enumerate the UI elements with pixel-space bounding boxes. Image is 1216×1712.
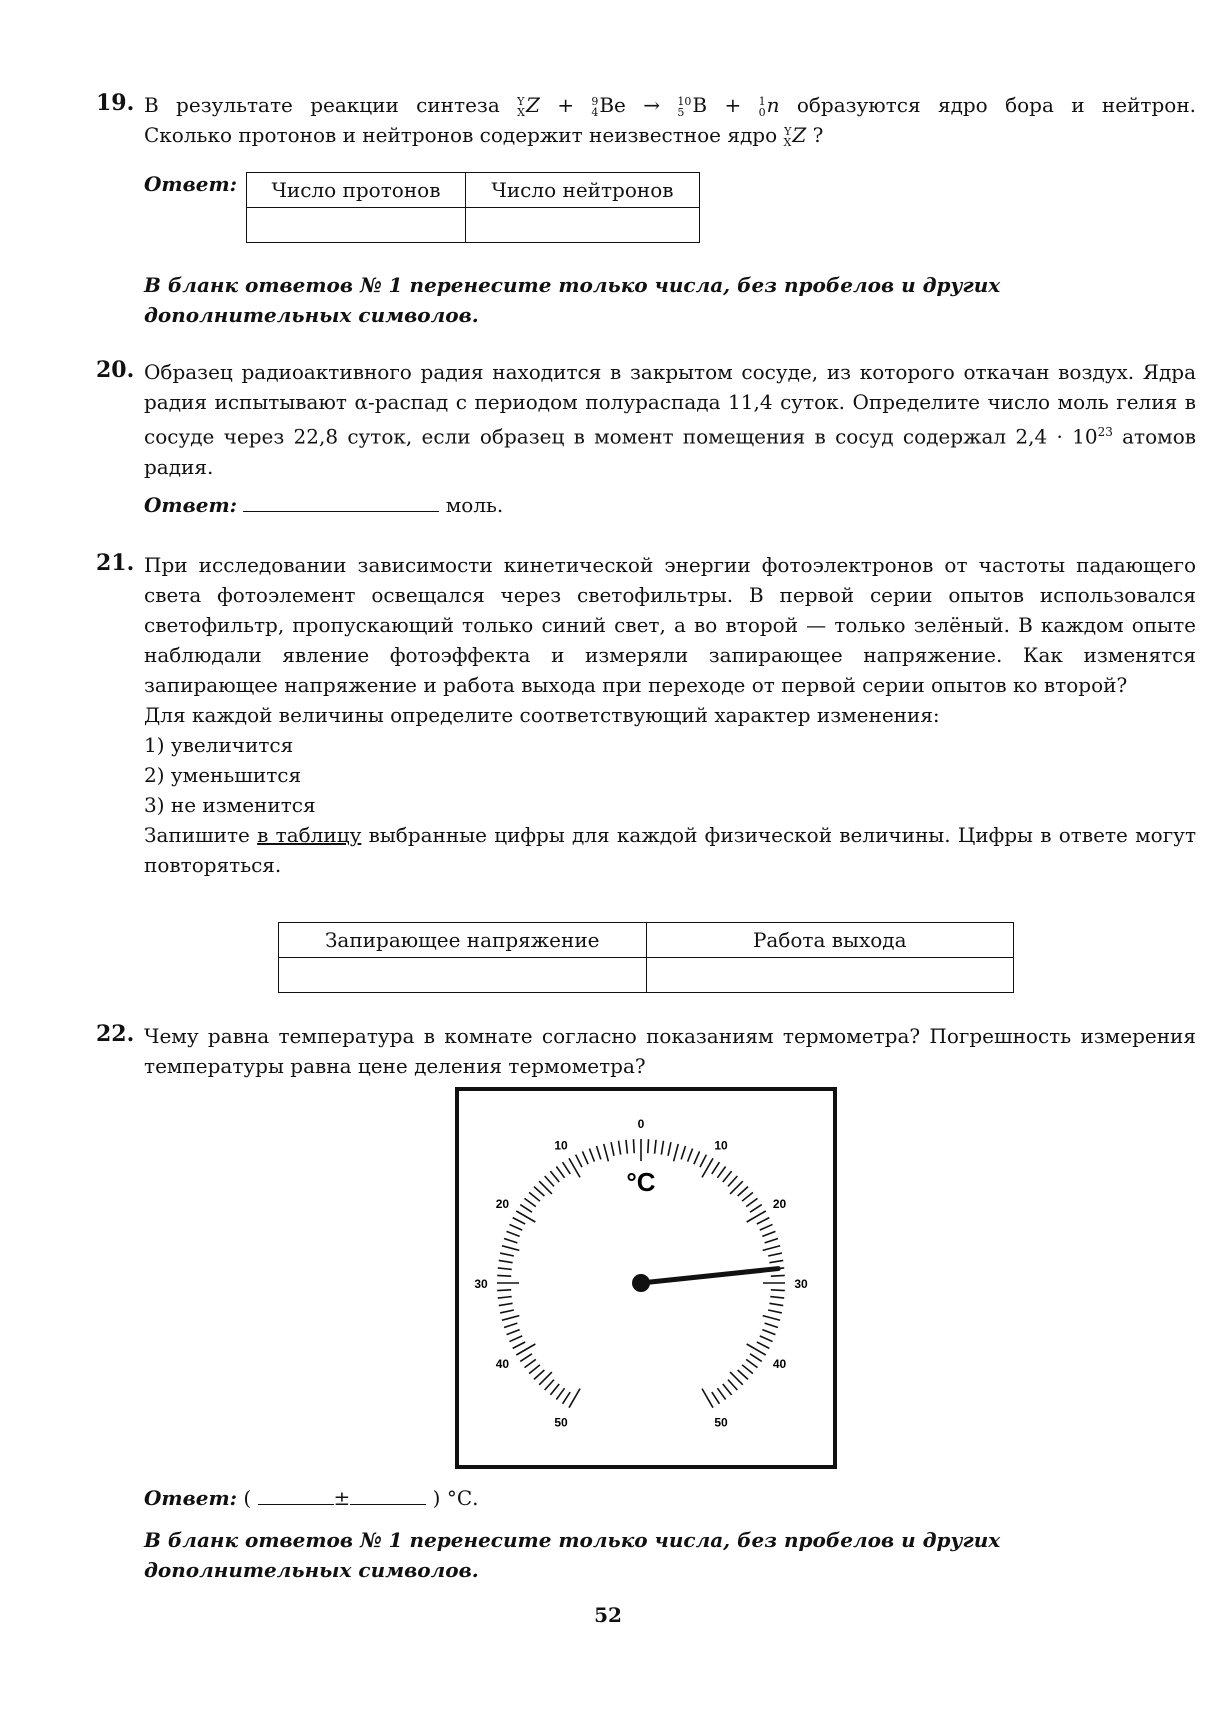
dial-tick [497,1290,511,1291]
unit-label: °C [626,1167,656,1197]
dial-label: 30 [794,1277,808,1291]
question-text: Образец радиоактивного радия находится в закрытом сосуде, из которого откачан воздух. Ядра радия испытывают α-распад с периодом полураспада 11,4 суток. Определите число моль гелия в сосуде через 22,8 суток, если образец в момент помещения в сосуд содержал $2,4 \cdot 10^{23}$ атомов радия. [144,360,1197,479]
answer-label: Ответ: [144,172,237,196]
option-3: 3) не изменится [144,793,316,817]
answer-cell-neutrons[interactable] [465,208,699,243]
dial-label: 10 [714,1138,728,1153]
dial-label: 40 [772,1357,787,1371]
table-header: Работа выхода [646,923,1014,958]
table-header: Число нейтронов [465,173,699,208]
question-number: 19. [96,90,135,116]
page-number: 52 [594,1603,622,1627]
option-1: 1) увеличится [144,733,294,757]
option-2: 2) уменьшится [144,763,302,787]
answer-cell-protons[interactable] [247,208,466,243]
dial-tick [648,1139,649,1153]
question-22 [96,1021,1196,1081]
dial-label: 0 [637,1117,645,1131]
reaction-formula: Y XZ + 9 4Be → 10 5 B + 1 0n [517,93,780,119]
question-text: При исследовании зависимости кинетической энергии фотоэлектронов от частоты падающего света фотоэлемент освещался через светофильтры. В первой серии опытов использовался светофильтр, пропускающий только синий свет, а во второй — только зелёный. В каждом опыте наблюдали явление фотоэффекта и измеряли запирающее напряжение. Как изменятся запирающее напряжение и работа выхода при переходе от первой серии опытов ко второй? Для каждой величины определите соответствующий характер изменения: 1) увеличится 2) уменьшится 3) не изменится Запишите в таблицу выбранные цифры для каждой физической величины. Цифры в ответе могут повторяться. [144,553,1197,877]
answer-table [278,922,1014,993]
question-19 [96,90,1197,327]
transfer-note: В бланк ответов № 1 перенесите только числа, без пробелов и других дополнительных символов. [144,273,1001,327]
question-number: 21. [96,550,135,576]
question-number: 20. [96,357,135,383]
question-number: 22. [96,1021,135,1047]
dial-tick [497,1275,511,1276]
dial-tick [633,1139,634,1153]
dial-tick [771,1275,785,1276]
transfer-note-22: В бланк ответов № 1 перенесите только числа, без пробелов и других дополнительных символов. [144,1528,1001,1582]
answer-table [246,172,700,243]
answer-value-blank[interactable] [258,1486,334,1505]
dial-tick [771,1290,785,1291]
answer-line: Ответ: моль. [144,493,504,517]
dial-label: 40 [495,1357,510,1371]
question-21 [96,550,1197,952]
answer-line-22: Ответ: ( ± ) °С. [144,1486,479,1510]
dial-label: 50 [554,1415,568,1430]
answer-cell-voltage[interactable] [279,958,647,993]
table-header: Число протонов [247,173,466,208]
answer-cell-work-function[interactable] [646,958,1014,993]
question-20 [96,357,1197,517]
dial-label: 50 [714,1415,728,1430]
table-header: Запирающее напряжение [279,923,647,958]
dial-label: 20 [772,1197,787,1211]
thermometer-dial [455,1087,837,1469]
dial-label: 20 [495,1197,510,1211]
answer-blank[interactable] [243,493,439,512]
dial-label: 30 [474,1277,488,1291]
dial-label: 10 [554,1138,568,1153]
question-text: Чему равна температура в комнате согласно показаниям термометра? Погрешность измерения температуры равна цене деления термометра? [144,1024,1196,1078]
question-text: В результате реакции синтеза Y XZ + 9 4Be → 10 5 B + 1 0n образуются ядро бора и нейтрон. Сколько протонов и нейтронов содержит неизвестное ядро Y XZ ? [144,93,1197,149]
needle-pivot [632,1274,650,1292]
answer-error-blank[interactable] [350,1486,426,1505]
